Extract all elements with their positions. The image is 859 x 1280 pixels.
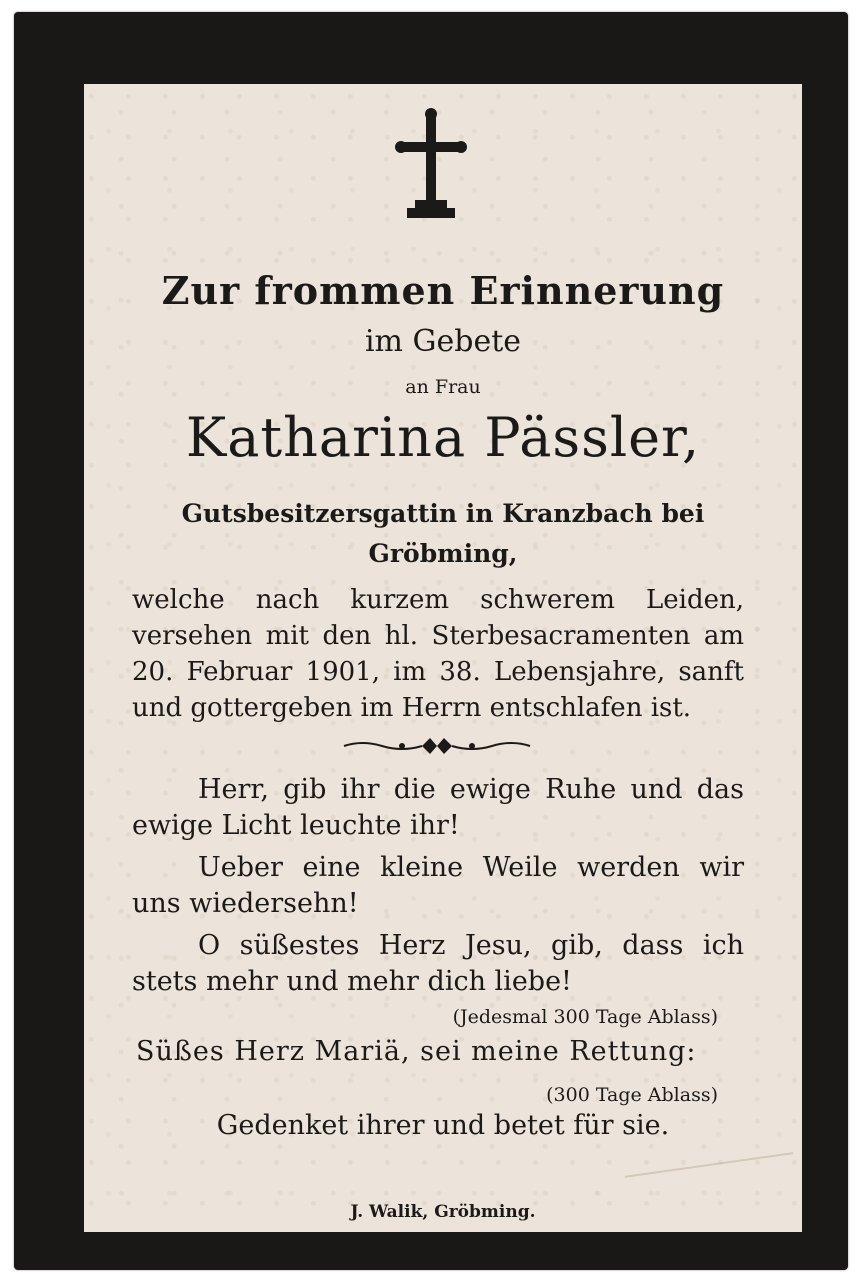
prayer-eternal-rest: Herr, gib ihr die ewige Ruhe und das ewige Licht leuchte ihr! [132,774,744,841]
deceased-occupation: Gutsbesitzersgattin in Kranzbach bei Gröbming, [181,499,705,568]
name-prefix: an Frau [405,376,481,398]
mourning-card-paper [84,84,802,1232]
prayer-reunion: Ueber eine kleine Weile werden wir uns wiedersehn! [132,852,744,919]
mourning-card-border [14,12,848,1270]
paper-crease [625,1152,794,1178]
cross-icon [395,108,467,228]
printer-imprint: J. Walik, Gröbming. [350,1202,536,1222]
prayer-heart-mary: Süßes Herz Mariä, sei meine Rettung: [136,1036,697,1067]
deceased-name: Katharina Pässler, [185,406,701,469]
indulgence-note-1: (Jedesmal 300 Tage Ablass) [452,1006,718,1028]
indulgence-note-2: (300 Tage Ablass) [546,1084,718,1106]
prayer-sacred-heart: O süßestes Herz Jesu, gib, dass ich stets mehr und mehr dich liebe! [132,930,744,997]
card-title: Zur frommen Erinnerung [161,268,725,313]
card-subtitle: im Gebete [364,324,522,359]
ornament-divider [342,734,532,758]
death-notice-text: welche nach kurzem schwerem Leiden, versehen mit den hl. Sterbesacramenten am 20. Februar 1901, im 38. Lebensjahre, sanft und gottergeben im Herrn entschlafen ist. [132,585,744,723]
closing-line: Gedenket ihrer und betet für sie. [216,1110,670,1141]
